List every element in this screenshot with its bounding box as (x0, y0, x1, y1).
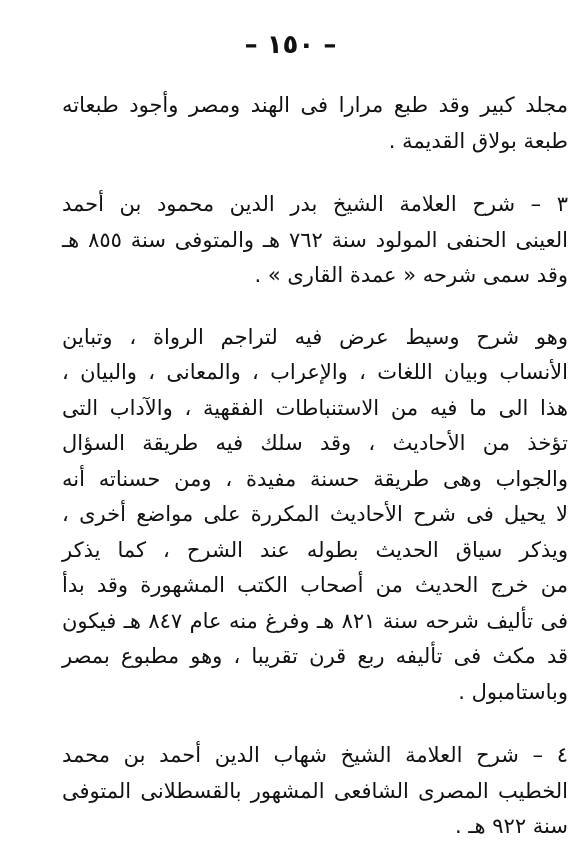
paragraph-2 (62, 187, 568, 294)
text-line: الخطيب المصرى الشافعى المشهور بالقسطلانى المتوفى (62, 778, 568, 803)
text-line: ٣ – شرح العلامة الشيخ بدر الدين محمود بن أحمد (62, 192, 568, 216)
text-line: والجواب وهى طريقة حسنة مفيدة ، ومن حسناته أنه (62, 466, 568, 491)
page-number: – ١٥٠ – (244, 30, 337, 60)
text-line: مجلد كبير وقد طبع مرارا فى الهند ومصر وأجود طبعاته (62, 93, 568, 117)
text-line: هذا الى ما فيه من الاستنباطات الفقهية ، والآداب التى (62, 395, 568, 420)
text-line: فى تأليف شرحه سنة ٨٢١ هـ وفرغ منه عام ٨٤٧ هـ فيكون (62, 608, 569, 633)
text-line: وهو شرح وسيط عرض فيه لتراجم الرواة ، وتباين (62, 324, 568, 349)
text-line: قد مكث فى تأليفه ربع قرن تقريبا ، وهو مطبوع بمصر (62, 644, 568, 668)
text-line: وباستامبول . (458, 679, 568, 704)
text-line: طبعة بولاق القديمة . (388, 128, 568, 153)
paragraph-4 (62, 738, 568, 845)
text-line: لا يحيل فى شرح الأحاديث المكررة على مواضع أخرى ، (62, 502, 568, 526)
text-line: الأنساب وبيان اللغات ، والإعراب ، والمعانى ، والبيان ، (62, 360, 568, 384)
text-line: ويذكر سياق الحديث بطوله عند الشرح ، كما يذكر (62, 537, 568, 562)
text-line: سنة ٩٢٢ هـ . (455, 814, 568, 838)
text-line: تؤخذ من الأحاديث ، وقد سلك فيه طريقة السؤال (62, 431, 568, 455)
text-line: من خرج الحديث من أصحاب الكتب المشهورة وقد بدأ (62, 573, 568, 597)
text-line: العينى الحنفى المولود سنة ٧٦٢ هـ والمتوفى سنة ٨٥٥ هـ (62, 227, 568, 252)
paragraph-3 (62, 320, 568, 711)
page-body (62, 88, 568, 845)
paragraph-1 (62, 88, 568, 159)
text-line: وقد سمى شرحه « عمدة القارى » . (254, 263, 568, 287)
text-line: ٤ – شرح العلامة الشيخ شهاب الدين أحمد بن محمد (62, 743, 568, 767)
